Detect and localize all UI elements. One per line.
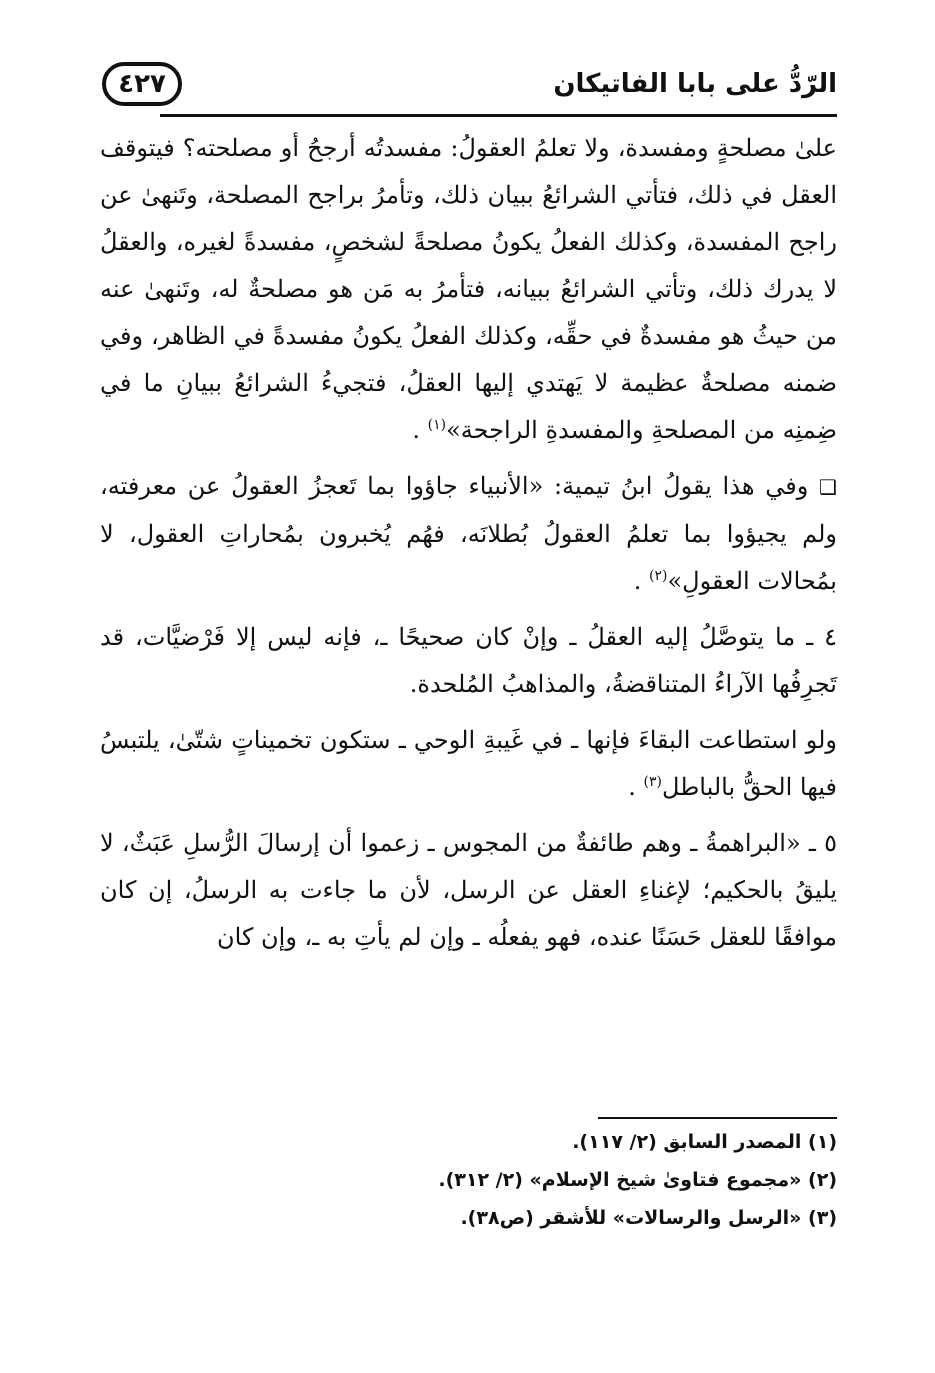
header-divider	[160, 114, 837, 117]
main-text	[100, 125, 837, 970]
paragraph-3	[100, 614, 837, 708]
paragraph-1	[100, 125, 837, 454]
footnote-divider	[598, 1117, 837, 1119]
footnote-3: (٣) «الرسل والرسالات» للأشقر (ص٣٨).	[460, 1207, 837, 1229]
footnotes	[100, 1123, 837, 1237]
footnote-1: (١) المصدر السابق (٢/ ١١٧).	[572, 1131, 837, 1153]
paragraph-text: وفي هذا يقولُ ابنُ تيمية: «الأنبياء جاؤوا بما تَعجزُ العقولُ عن معرفته، ولم يجيؤوا بما تعلمُ العقولُ بُطلانَه، فهُم يُخبرون بمُحاراتِ العقول، لا بمُحالات العقولِ»	[100, 472, 837, 595]
box-bullet-icon: ❑	[819, 475, 837, 499]
footnote-ref-1: (١)	[427, 417, 447, 433]
paragraph-2	[100, 463, 837, 605]
paragraph-text: ٤ ـ ما يتوصَّلُ إليه العقلُ ـ وإنْ كان صحيحًا ـ، فإنه ليس إلا فَرْضيَّات، قد تَجرِفُها الآراءُ المتناقضةُ، والمذاهبُ المُلحدة.	[100, 623, 837, 698]
paragraph-4	[100, 717, 837, 811]
running-title: الرّدُّ على بابا الفاتيكان	[553, 69, 837, 99]
paragraph-5	[100, 820, 837, 961]
paragraph-end: .	[628, 773, 644, 801]
paragraph-text: ولو استطاعت البقاءَ فإنها ـ في غَيبةِ الوحي ـ ستكون تخميناتٍ شتّىٰ، يلتبسُ فيها الحقُّ بالباطل	[100, 726, 837, 801]
paragraph-text: ٥ ـ «البراهمةُ ـ وهم طائفةٌ من المجوس ـ زعموا أن إرسالَ الرُّسلِ عَبَثٌ، لا يليقُ بالحكيم؛ لإغناءِ العقل عن الرسل، لأن ما جاءت به الرسلُ، إن كان موافقًا للعقل حَسَنًا عنده، فهو يفعلُه ـ وإن لم يأتِ به ـ، وإن كان	[100, 829, 837, 951]
page-header	[100, 56, 837, 118]
footnote-2: (٢) «مجموع فتاوىٰ شيخ الإسلام» (٢/ ٣١٢).	[438, 1169, 837, 1191]
paragraph-end: .	[412, 416, 428, 444]
paragraph-text: علىٰ مصلحةٍ ومفسدة، ولا تعلمُ العقولُ: مفسدتُه أرجحُ أو مصلحته؟ فيتوقف العقل في ذلك، فتأتي الشرائعُ ببيان ذلك، وتأمرُ براجح المصلحة، وتَنهىٰ عن راجح المفسدة، وكذلك الفعلُ يكونُ مصلحةً لشخصٍ، مفسدةً لغيره، والعقلُ لا يدرك ذلك، وتأتي الشرائعُ ببيانه، فتأمرُ به مَن هو مصلحةٌ له، وتَنهىٰ عنه من حيثُ هو مفسدةٌ في حقِّه، وكذلك الفعلُ يكونُ مفسدةً في الظاهر، وفي ضمنه مصلحةٌ عظيمة لا يَهتدي إليها العقلُ، فتجيءُ الشرائعُ ببيانِ ما في ضِمنِه من المصلحةِ والمفسدةِ الراجحة»	[100, 134, 838, 444]
footnote-ref-2: (٢)	[649, 568, 668, 584]
paragraph-end: .	[633, 567, 650, 595]
footnote-ref-3: (٣)	[643, 774, 663, 790]
page-number: ٤٢٧	[102, 62, 182, 106]
